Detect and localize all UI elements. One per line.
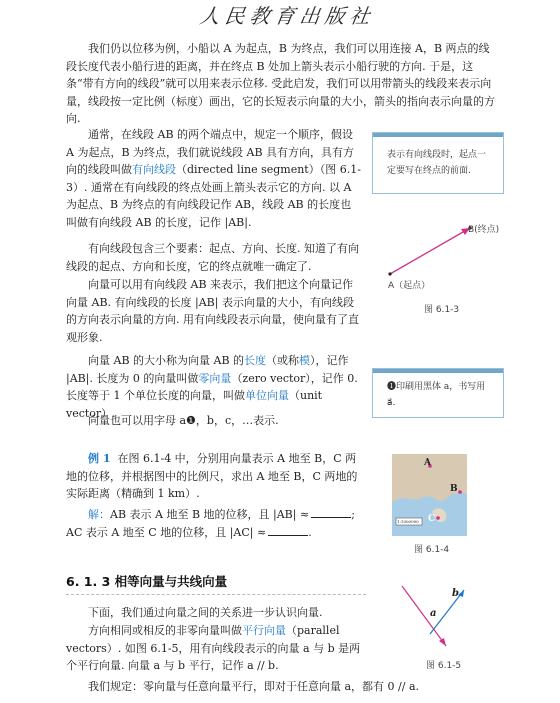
paragraph-6: 向量也可以用字母 a❶，b，c，…表示. bbox=[88, 414, 279, 427]
section-title: 6. 1. 3 相等向量与共线向量 bbox=[66, 574, 228, 589]
map-label-a: A bbox=[424, 458, 431, 468]
vector-a-line bbox=[402, 586, 446, 646]
note-bar-2 bbox=[373, 369, 503, 373]
paragraph-8-text-b: （parallel vectors）. 如图 6.1-5，用有向线段表示的向量 a 与 b 是两个平行向量. 向量 a 与 b 平行，记作 a // b. bbox=[66, 624, 361, 672]
paragraph-2-text-b: （directed line segment）（图 6.1-3）. 通常在有向线段的终点处画上箭头表示它的方向. 以 A 为起点、B 为终点的有向线段记作 AB，线段 AB 的长度也叫做有向线段 AB 的长度，记作 |AB|. bbox=[66, 163, 361, 229]
note-2-text: ❶印刷用黑体 a，书写用 a⃗. bbox=[387, 382, 486, 408]
answer-blank-1[interactable] bbox=[311, 517, 351, 518]
paragraph-3: 有向线段包含三个要素：起点、方向、长度. 知道了有向线段的起点、方向和长度，它的终点就唯一确定了. bbox=[66, 242, 359, 273]
map-label-b: B bbox=[450, 484, 458, 494]
paragraph-2 bbox=[66, 126, 362, 231]
solution-label: 解： bbox=[88, 508, 110, 521]
note-bar bbox=[373, 133, 503, 137]
fig5-label-a: a bbox=[430, 608, 437, 619]
fig4-caption: 图 6.1-4 bbox=[414, 545, 450, 555]
term-zero-vector: 零向量 bbox=[198, 371, 232, 385]
publisher-logo: 人民教育出版社 bbox=[198, 4, 377, 28]
map-point-c bbox=[436, 516, 440, 520]
note-1-text: 表示有向线段时，起点一定要写在终点的前面. bbox=[387, 150, 487, 176]
paragraph-4: 向量可以用有向线段 AB 来表示，我们把这个向量记作向量 AB. 有向线段的长度 |AB| 表示向量的大小，有向线段的方向表示向量的方向. 用有向线段表示向量，使向量有了直观形象. bbox=[66, 278, 359, 344]
term-directed-segment: 有向线段 bbox=[132, 163, 176, 176]
solution-line-1: 解：AB 表示 A 地至 B 地的位移，且 |AB| ≈ ; bbox=[88, 508, 355, 521]
paragraph-5-text-d: （zero vector），记作 0. 长度等于 1 个单位长度的向量，叫做 bbox=[66, 371, 358, 402]
vector-a-arrowhead bbox=[439, 638, 446, 646]
margin-note-2 bbox=[372, 368, 504, 418]
figure-6-1-4-map bbox=[392, 454, 467, 536]
solution-text-2: AC 表示 A 地至 C 地的位移，且 |AC| ≈ bbox=[66, 526, 267, 539]
map-label-c: C bbox=[428, 514, 436, 524]
paragraph-2-text-a: 通常，在线段 AB 的两个端点中，规定一个顺序，假设 A 为起点，B 为终点，我们就说线段 AB 具有方向，具有方向的线段叫做 bbox=[66, 128, 355, 176]
term-length: 长度 bbox=[244, 354, 267, 367]
fig3-label-a: A（起点） bbox=[388, 281, 431, 291]
answer-blank-2[interactable] bbox=[268, 535, 308, 536]
fig5-label-b: b bbox=[452, 588, 459, 599]
solution-line-2: AC 表示 A 地至 C 地的位移，且 |AC| ≈ . bbox=[66, 526, 312, 539]
example-label: 例 1 bbox=[88, 452, 111, 465]
map-point-b bbox=[458, 490, 462, 494]
fig3-caption: 图 6.1-3 bbox=[424, 305, 460, 315]
paragraph-5-text-b: （或称 bbox=[266, 354, 300, 367]
map-scale-text: 1:1000000 bbox=[397, 519, 419, 524]
example-1 bbox=[66, 450, 362, 503]
fig5-caption: 图 6.1-5 bbox=[426, 661, 462, 671]
paragraph-7: 下面，我们通过向量之间的关系进一步认识向量. bbox=[88, 606, 323, 619]
paragraph-8-text-a: 方向相同或相反的非零向量叫做 bbox=[88, 624, 242, 637]
term-unit-vector: 单位向量 bbox=[245, 389, 289, 402]
example-text: 在图 6.1-4 中，分别用向量表示 A 地至 B，C 两地的位移，并根据图中的比例尺，求出 A 地至 B，C 两地的实际距离（精确到 1 km）. bbox=[66, 452, 358, 500]
paragraph-1: 我们仍以位移为例，小船以 A 为起点，B 为终点，我们可以用连接 A，B 两点的线段长度代表小船行进的距离，并在终点 B 处加上箭头表示小船行驶的方向. 于是，这条“带有方向的线段”就可以用来表示位移. 受此启发，我们可以用带箭头的线段来表示向量，线段按一定比例（标度）画出，它的长短表示向量的大小，箭头的指向表示向量的方向. bbox=[66, 42, 495, 125]
point-a bbox=[388, 272, 391, 275]
solution-text-1: AB 表示 A 地至 B 地的位移，且 |AB| ≈ bbox=[110, 508, 310, 521]
vector-ab-line bbox=[390, 228, 470, 274]
paragraph-5-text-a: 向量 AB 的大小称为向量 AB 的 bbox=[88, 354, 245, 367]
paragraph-9: 我们规定：零向量与任意向量平行，即对于任意向量 a，都有 0 // a. bbox=[88, 680, 420, 693]
section-divider bbox=[66, 594, 366, 595]
term-parallel-vectors: 平行向量 bbox=[242, 624, 286, 637]
paragraph-8 bbox=[66, 622, 366, 675]
fig3-label-b: B(终点) bbox=[468, 225, 500, 235]
term-modulus: 模 bbox=[299, 354, 311, 367]
paragraph-5-text-c: ），记作 |AB|. 长度为 0 的向量叫做 bbox=[66, 354, 349, 385]
paragraph-5-text-e: （unit vector）. bbox=[66, 389, 323, 420]
margin-note-1 bbox=[372, 132, 504, 194]
